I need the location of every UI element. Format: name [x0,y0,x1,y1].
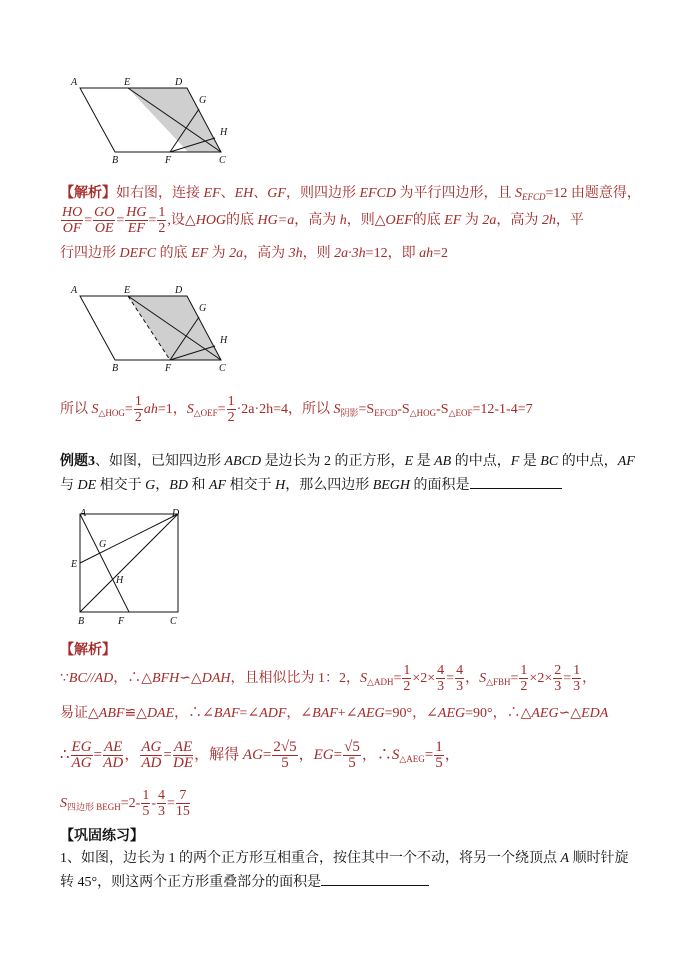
example-3-line-2: 与 DE 相交于 G，BD 和 AF 相交于 H，那么四边形 BEGH 的面积是 [60,474,562,496]
example-3-line-1: 例题3、如图，已知四边形 ABCD 是边长为 2 的正方形，E 是 AB 的中点，F 是 BC 的中点，AF [60,454,635,469]
label-F: F [165,363,172,374]
label-A: A [80,508,87,519]
fraction-hg-ef: $\frac{HG}{EF}$ [126,205,147,237]
practice-1-line-2: 转 45°，则这两个正方形重叠部分的面积是 [60,871,429,893]
label-E: E [124,77,131,88]
label-C: C [170,616,177,627]
solution-1-line-3: 行四边形 DEFC 的底 EF 为 2a，高为 3h，则 2a·3h=12，即 ah=2 [60,246,448,261]
label-G: G [99,539,107,550]
solution-1-line-1: 【解析】如右图，连接 EF、EH、GF，则四边形 EFCD 为平行四边形，且 $S_{EFCD}=12$ 由题意得， [60,186,641,202]
label-F: F [118,616,125,627]
label-D: D [175,77,183,88]
practice-1-line-1: 1、如图，边长为 1 的两个正方形互相重合，按住其中一个不动，将另一个绕顶点 A 顺时针旋 [60,851,629,866]
example-label: 例题3 [60,454,95,469]
label-E: E [124,285,131,296]
label-D: D [175,285,183,296]
label-B: B [78,616,85,627]
solution-3-tag: 【解析】 [60,643,116,658]
label-C: C [219,155,226,166]
label-E: E [71,559,78,570]
figure-1-parallelogram [60,72,260,167]
label-G: G [199,303,207,314]
label-A: A [71,77,78,88]
label-C: C [219,363,226,374]
answer-blank[interactable] [321,871,429,886]
solution-3-line-3: ∴ $\frac{EG}{AG}$ = $\frac{AE}{AD}$ ， $\frac{AG}{AD}$ = $\frac{AE}{DE}$ ，解得 AG= $\frac{2√5}{5}$ ，EG= $\frac{√5}{5}$ ，$\therefore S_{\triangle AEG}=$ $\frac{1}{5}$ ， [60,739,460,772]
label-H: H [220,127,228,138]
solution-tag: 【解析】 [60,186,116,201]
fraction-one-half: $\frac{1}{2}$ [158,205,166,237]
answer-blank[interactable] [470,474,562,489]
solution-3-line-2: 易证△ABF≌△DAE，∴∠BAF=∠ADF，∠BAF+∠AEG=90°，∠AEG=90°，∴△AEG∽△EDA [60,706,609,721]
fraction-go-oe: $\frac{GO}{OE}$ [94,205,115,237]
solution-3-line-1: ∵BC//AD，∴△BFH∽△DAH，且相似比为 1：2，$S_{\triangle ADH}=$ $\frac{1}{2}$ ×2× $\frac{4}{3}$ = $\frac{4}{3}$ ，$S_{\triangle FBH}=$ $\frac{1}{2}$ ×2× $\frac{2}{3}$ = $\frac{1}{3}$ ， [60,663,597,695]
label-G: G [199,95,207,106]
label-H: H [116,575,124,586]
fraction-ho-of: $\frac{HO}{OF}$ [62,205,83,237]
label-D: D [172,508,180,519]
label-A: A [71,285,78,296]
label-B: B [112,363,119,374]
solution-1-area-result: 所以 $S_{\triangle HOG}=$ $\frac{1}{2}$ ah=1，$S_{\triangle OEF}=$ $\frac{1}{2}$ ·2a·2h=4，所以 $S_{阴影}=S_{EFCD}-S_{\triangle HOG}-S_{\triangle EOF}=12-1-4=7$ [60,394,533,426]
practice-title: 【巩固练习】 [60,829,144,844]
figure-3-square [60,502,190,627]
solution-3-line-4: $S_{四边形 BEGH}=2-$ $\frac{1}{5}$ - $\frac{4}{3}$ = $\frac{7}{15}$ [60,788,190,820]
figure-2-parallelogram [60,280,260,375]
label-F: F [165,155,172,166]
label-H: H [220,335,228,346]
solution-1-line-2: $\frac{HO}{OF}$ = $\frac{GO}{OE}$ = $\frac{HG}{EF}$ = $\frac{1}{2}$ ,设△HOG的底 HG=a，高为 h，则△OEF的底 EF 为 2a，高为 2h，平 [62,205,584,237]
label-B: B [112,155,119,166]
